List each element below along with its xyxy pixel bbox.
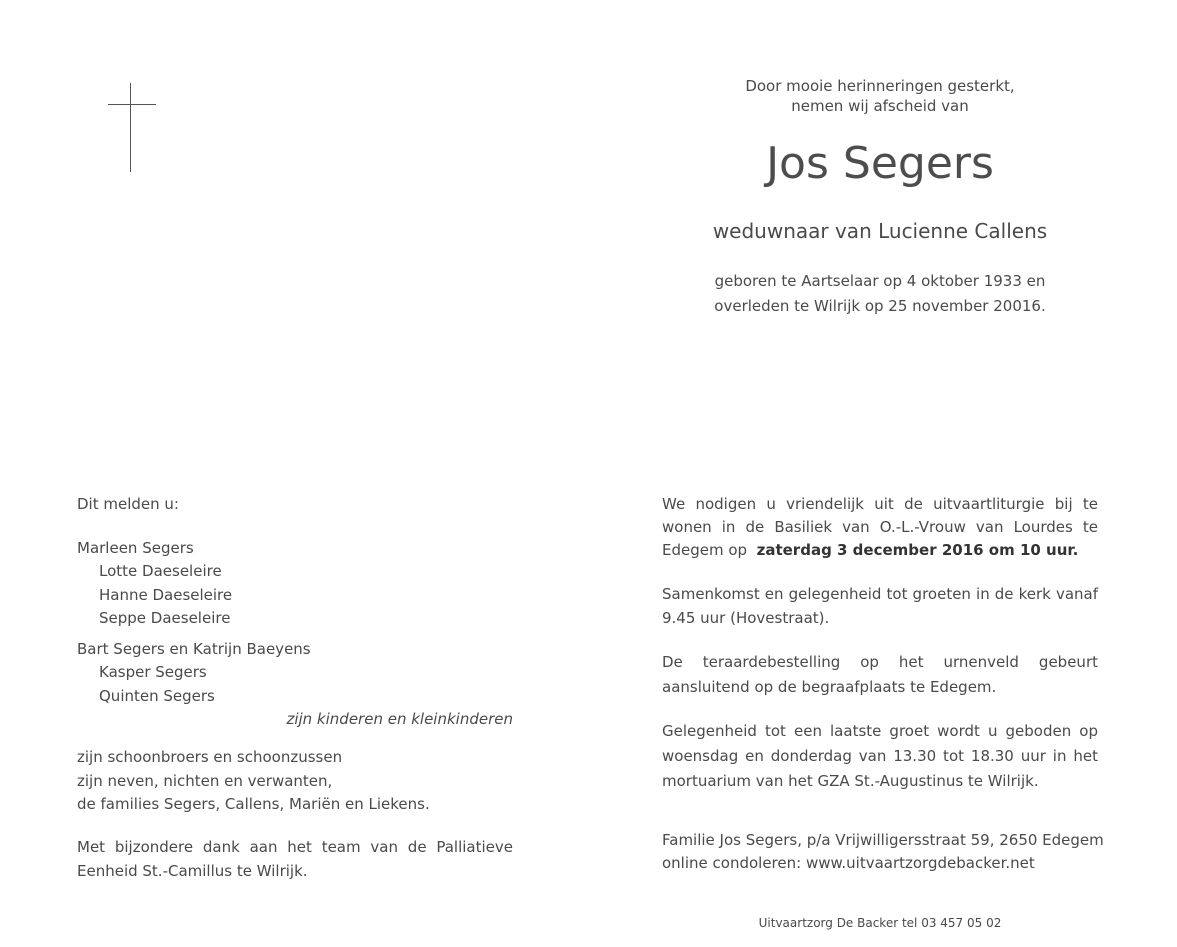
- children-caption: zijn kinderen en kleinkinderen: [286, 710, 513, 728]
- relatives-line: zijn neven, nichten en verwanten,: [77, 772, 333, 790]
- burial-paragraph: De teraardebestelling op het urnenveld gebeurt aansluitend op de begraafplaats te Edegem.: [662, 653, 1098, 696]
- invite-date: zaterdag 3 december 2016 om 10 uur.: [756, 541, 1079, 559]
- born-line: geboren te Aartselaar op 4 oktober 1933 en: [714, 272, 1046, 290]
- invite-paragraph: [662, 493, 1098, 562]
- gathering-paragraph: Samenkomst en gelegenheid tot groeten in de kerk vanaf 9.45 uur (Hovestraat).: [662, 585, 1098, 627]
- online-condolences: online condoleren: www.uitvaartzorgdebacker.net: [662, 854, 1035, 872]
- relatives-line: zijn schoonbroers en schoonzussen: [77, 748, 343, 766]
- intro-line-2: nemen wij afscheid van: [791, 97, 969, 115]
- grandchild-name: Seppe Daeseleire: [99, 609, 231, 627]
- thanks-paragraph: Met bijzondere dank aan het team van de Palliatieve Eenheid St.-Camillus te Wilrijk.: [77, 838, 513, 880]
- funeral-home-footer: Uitvaartzorg De Backer tel 03 457 05 02: [758, 916, 1002, 930]
- child-name: Marleen Segers: [77, 539, 194, 557]
- widow-of: weduwnaar van Lucienne Callens: [712, 219, 1048, 243]
- intro-line-1: Door mooie herinneringen gesterkt,: [745, 77, 1015, 95]
- family-intro: Dit melden u:: [77, 495, 179, 513]
- grandchild-name: Kasper Segers: [99, 663, 207, 681]
- relatives-line: de families Segers, Callens, Mariën en Liekens.: [77, 795, 430, 813]
- died-line: overleden te Wilrijk op 25 november 20016.: [714, 297, 1046, 315]
- last-greeting-paragraph: Gelegenheid tot een laatste groet wordt u geboden op woensdag en donderdag van 13.30 tot 18.30 uur in het mortuarium van het GZA St.-Augustinus te Wilrijk.: [662, 722, 1098, 790]
- family-address: Familie Jos Segers, p/a Vrijwilligersstraat 59, 2650 Edegem: [662, 831, 1104, 849]
- deceased-name: Jos Segers: [766, 138, 994, 189]
- intro-text: [680, 76, 1080, 116]
- child-name: Bart Segers en Katrijn Baeyens: [77, 640, 311, 658]
- grandchild-name: Lotte Daeseleire: [99, 562, 222, 580]
- invite-text: We nodigen u vriendelijk uit de uitvaartliturgie bij te wonen in de Basiliek van O.-L.-Vrouw van Lourdes te Edegem op: [662, 495, 1098, 559]
- grandchild-name: Hanne Daeseleire: [99, 586, 233, 604]
- cross-vertical-bar: [130, 83, 131, 172]
- grandchild-name: Quinten Segers: [99, 687, 215, 705]
- life-dates: [680, 269, 1080, 319]
- cross-horizontal-bar: [108, 104, 156, 105]
